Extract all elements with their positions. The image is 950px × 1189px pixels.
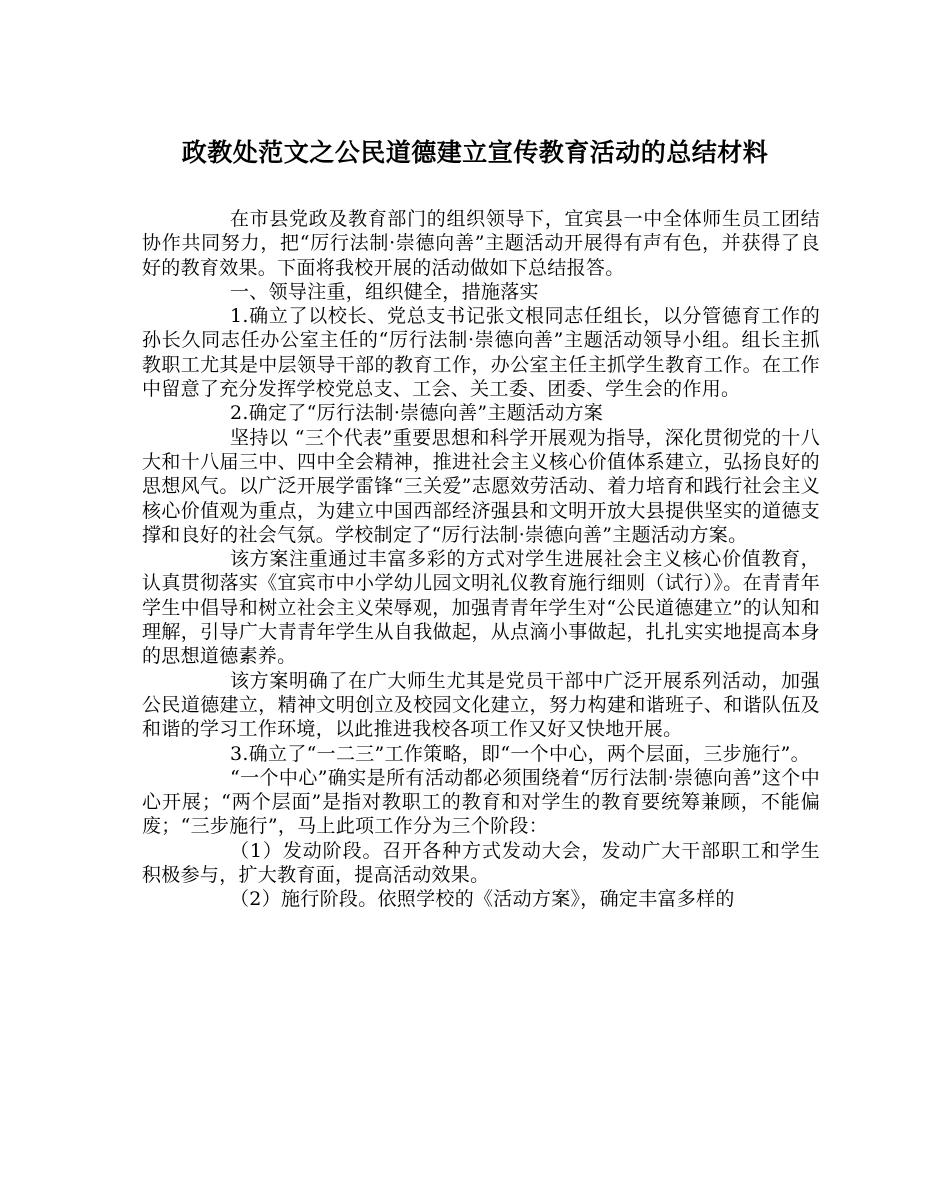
paragraph-guiding-principle: 坚持以 “三个代表”重要思想和科学开展观为指导，深化贯彻党的十八大和十八届三中、四中全会精神，推进社会主义核心价值体系建立，弘扬良好的思想风气。以广泛开展学雷锋“三关爱”志愿效劳活动、着力培育和践行社会主义核心价值观为重点，为建立中国西部经济强县和文明开放大县提供坚实的道德支撑和良好的社会气氛。学校制定了“厉行法制·崇德向善”主题活动方案。 — [142, 426, 820, 546]
paragraph-intro: 在市县党政及教育部门的组织领导下，宜宾县一中全体师生员工团结协作共同努力，把“厉行法制·崇德向善”主题活动开展得有声有色，并获得了良好的教育效果。下面将我校开展的活动做如下总结报答。 — [142, 208, 820, 279]
paragraph-item-3: 3.确立了“一二三”工作策略，即“一个中心，两个层面，三步施行”。 — [230, 742, 810, 765]
paragraph-phase-2: （2）施行阶段。依照学校的《活动方案》，确定丰富多样的 — [230, 888, 735, 911]
paragraph-item-1: 1.确立了以校长、党总支书记张文根同志任组长，以分管德育工作的孙长久同志任办公室主任的“厉行法制·崇德向善”主题活动领导小组。组长主抓教职工尤其是中层领导干部的教育工作，办公室主任主抓学生教育工作。在工作中留意了充分发挥学校党总支、工会、关工委、团委、学生会的作用。 — [142, 305, 820, 401]
paragraph-plan-focus: 该方案注重通过丰富多彩的方式对学生进展社会主义核心价值教育，认真贯彻落实《宜宾市中小学幼儿园文明礼仪教育施行细则（试行）》。在青青年学生中倡导和树立社会主义荣辱观，加强青青年学生对“公民道德建立”的认知和理解，引导广大青青年学生从自我做起，从点滴小事做起，扎扎实实地提高本身的思想道德素养。 — [142, 548, 820, 668]
paragraph-plan-scope: 该方案明确了在广大师生尤其是党员干部中广泛开展系列活动，加强公民道德建立，精神文明创立及校园文化建立，努力构建和谐班子、和谐队伍及和谐的学习工作环境，以此推进我校各项工作又好又快地开展。 — [142, 669, 820, 741]
document-title: 政教处范文之公民道德建立宣传教育活动的总结材料 — [181, 138, 769, 167]
section-heading-1: 一、领导注重，组织健全，措施落实 — [230, 280, 539, 303]
paragraph-strategy-explained: “一个中心”确实是所有活动都必须围绕着“厉行法制·崇德向善”这个中心开展；“两个层面”是指对教职工的教育和对学生的教育要统筹兼顾，不能偏废；“三步施行”，马上此项工作分为三个阶段： — [142, 766, 820, 838]
paragraph-phase-1: （1）发动阶段。召开各种方式发动大会，发动广大干部职工和学生积极参与，扩大教育面，提高活动效果。 — [142, 839, 820, 887]
document-body — [142, 207, 820, 912]
paragraph-item-2-heading: 2.确定了“厉行法制·崇德向善”主题活动方案 — [230, 402, 604, 425]
